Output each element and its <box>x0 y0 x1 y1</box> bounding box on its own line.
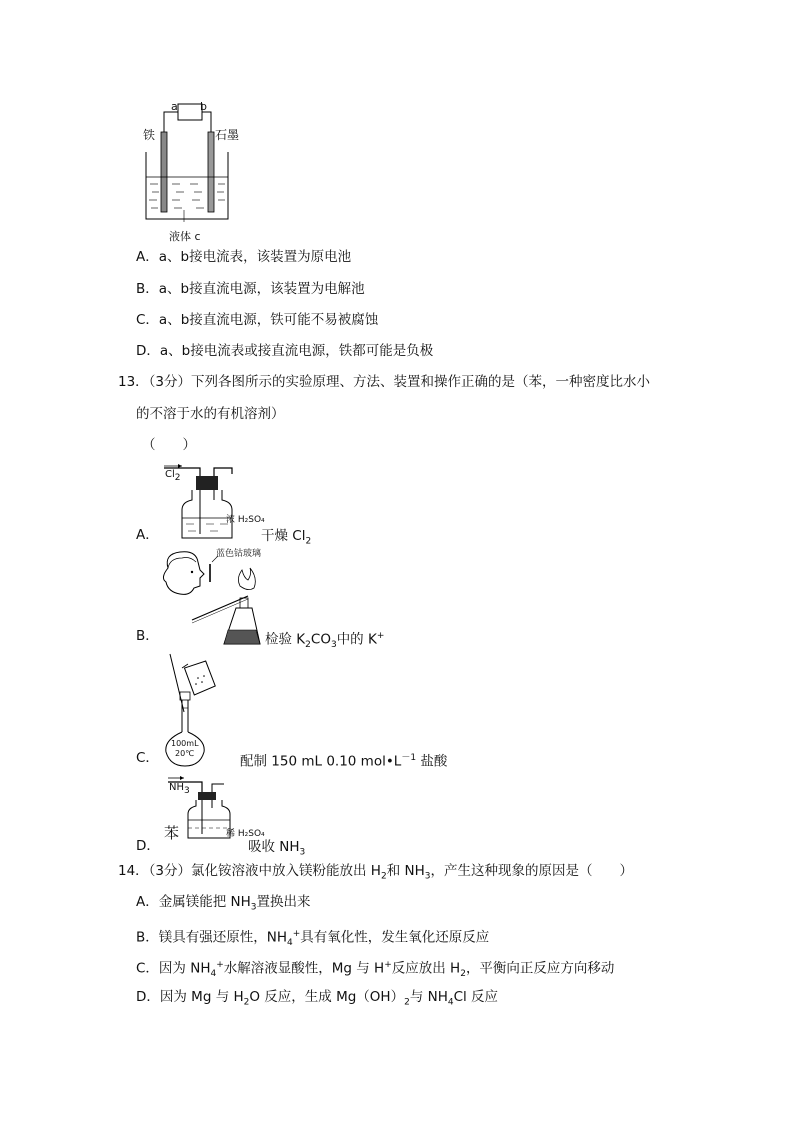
q13-option-d-letter: D． <box>136 838 160 854</box>
q14-option-b: B．镁具有强还原性，$NH_4^+$具有氧化性，发生氧化还原反应 <box>136 929 490 949</box>
q14-option-a: A．金属镁能把 $NH_3$置换出来 <box>136 894 311 913</box>
q13-option-a-letter: A． <box>136 527 159 543</box>
benzene-label: 苯 <box>164 824 180 842</box>
q13-option-d-caption: 吸收 $NH_3$ <box>248 839 306 858</box>
graphite-electrode-label: 石墨 <box>215 128 240 142</box>
flask-volume-label: 100mL <box>171 739 199 748</box>
q12-option-b: B．a、b接直流电源，该装置为电解池 <box>136 281 365 297</box>
volumetric-flask-figure <box>160 652 232 770</box>
q14-option-c: C．因为 $NH_4^+$水解溶液显酸性，Mg 与 H+反应放出 $H_2$，平衡向正反应方向移动 <box>136 960 615 980</box>
q13-answer-paren: （ ） <box>142 437 196 453</box>
q13-option-b-caption: 检验 $K_2CO_3$中的 K+ <box>265 631 385 651</box>
electrolysis-cell-figure <box>136 92 246 242</box>
conc-h2so4-label: 浓 H₂SO₄ <box>226 515 265 525</box>
q14-stem: 14．（3分）氯化铵溶液中放入镁粉能放出 $H_2$和 $NH_3$，产生这种现象的原因是（ ） <box>118 863 633 882</box>
terminal-b-label: b <box>200 100 207 113</box>
q13-option-b-letter: B． <box>136 628 159 644</box>
flame-test-figure <box>156 548 268 654</box>
q13-option-c-caption: 配制 150 mL 0.10 $mol•L^{-1}$ 盐酸 <box>240 753 448 770</box>
q14-option-d: D．因为 Mg 与 $H_2O$ 反应，生成 $Mg(OH)_2$与 $NH_4Cl$ 反应 <box>136 989 499 1008</box>
dilute-h2so4-label: 稀 H₂SO₄ <box>226 829 265 839</box>
q12-option-a: A．a、b接电流表，该装置为原电池 <box>136 249 352 265</box>
flask-temp-label: 20℃ <box>175 749 195 758</box>
cl2-gas-label: $Cl_2$ <box>165 469 181 483</box>
terminal-a-label: a <box>171 100 178 113</box>
iron-electrode-label: 铁 <box>143 128 156 142</box>
nh3-gas-label: $NH_3$ <box>169 782 190 796</box>
q13-stem-line2: 的不溶于水的有机溶剂） <box>136 406 285 422</box>
q12-option-d: D．a、b接电流表或接直流电源，铁都可能是负极 <box>136 343 434 359</box>
q13-option-c-letter: C． <box>136 750 159 766</box>
q12-option-c: C．a、b接直流电源，铁可能不易被腐蚀 <box>136 312 379 328</box>
q13-option-a-caption: 干燥 $Cl_2$ <box>261 528 312 547</box>
q13-stem-line1: 13．（3分）下列各图所示的实验原理、方法、装置和操作正确的是（苯，一种密度比水小 <box>118 374 651 390</box>
blue-cobalt-glass-label: 蓝色钴玻璃 <box>216 549 262 559</box>
liquid-c-label: 液体 c <box>169 230 201 243</box>
